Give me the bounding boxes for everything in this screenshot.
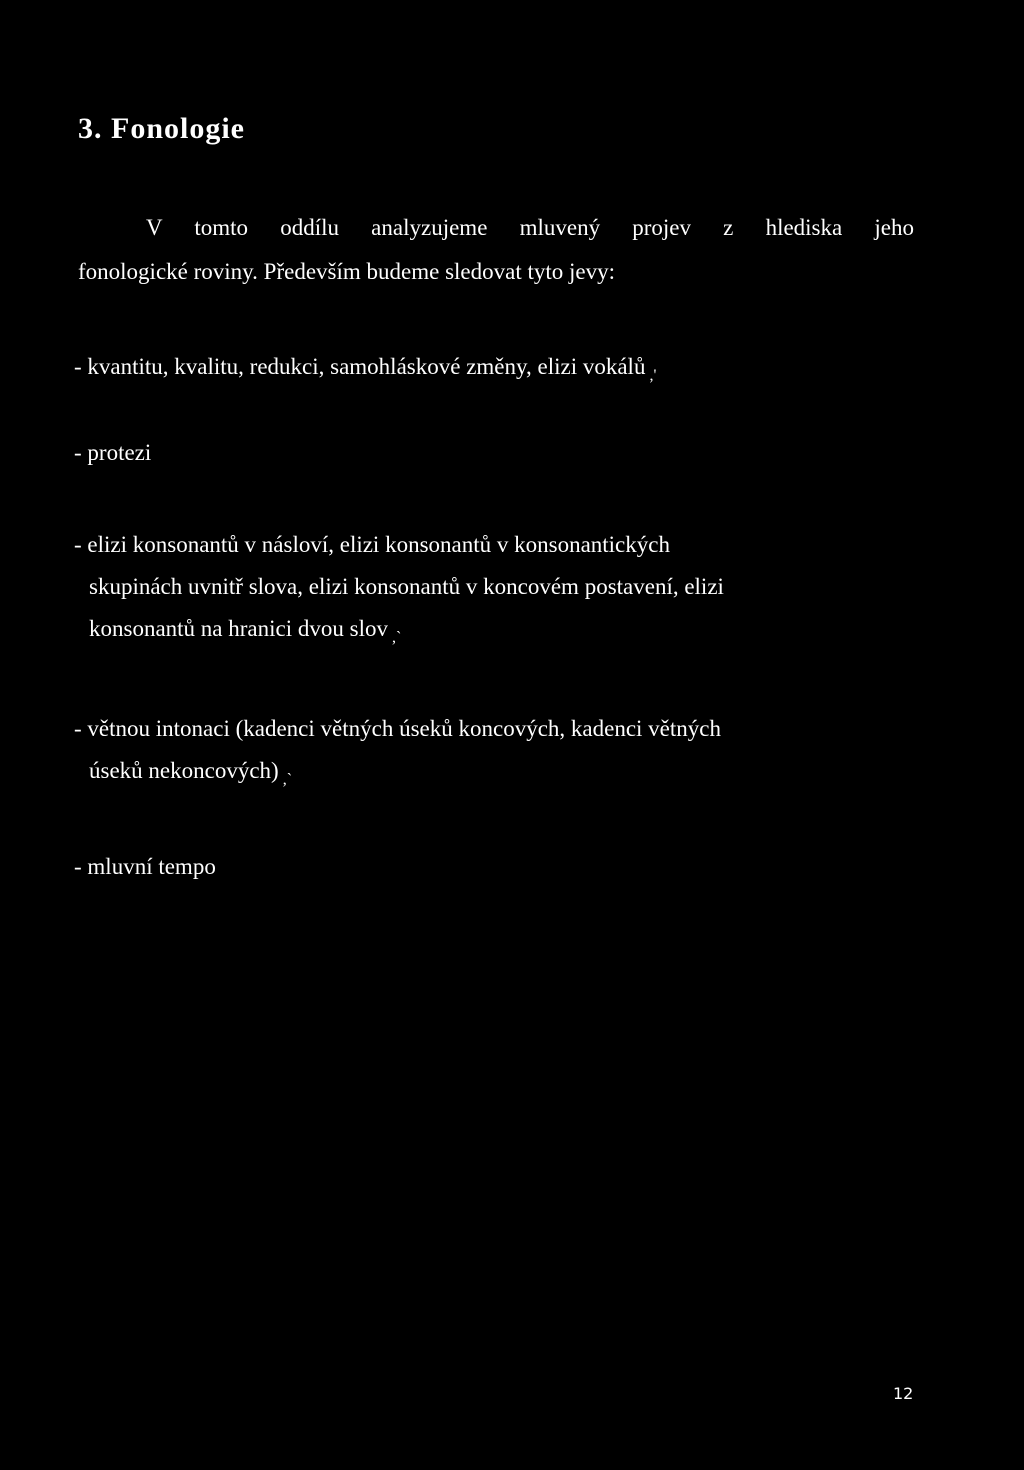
list-item-text: - protezi <box>74 440 152 465</box>
list-item-intonation <box>74 708 924 801</box>
list-item-mark: ,` <box>391 629 402 646</box>
list-item-text: - mluvní tempo <box>74 854 216 879</box>
list-item-text: - větnou intonaci (kadenci větných úseků koncových, kadenci větných <box>74 716 721 741</box>
intro-paragraph <box>78 206 914 294</box>
list-item-text-continued: konsonantů na hranici dvou slov $_{,`}$ <box>89 616 402 646</box>
intro-line-2: fonologické roviny. Především budeme sledovat tyto jevy: <box>78 259 615 284</box>
page-number: 12 <box>893 1384 914 1403</box>
intro-line-1: V tomto oddílu analyzujeme mluvený projev z hlediska jeho <box>146 215 914 240</box>
list-item-prothesis <box>74 432 924 474</box>
list-item-tempo <box>74 846 924 888</box>
list-item-vowels <box>74 346 924 397</box>
list-item-mark: ,` <box>282 771 293 788</box>
list-item-text-continued: skupinách uvnitř slova, elizi konsonantů v koncovém postavení, elizi <box>89 574 724 599</box>
list-item-text: - kvantitu, kvalitu, redukci, samohláskové změny, elizi vokálů <box>74 354 646 379</box>
list-item-text: - elizi konsonantů v násloví, elizi konsonantů v konsonantických <box>74 532 670 557</box>
section-heading: 3. Fonologie <box>78 112 245 145</box>
list-item-consonants <box>74 524 924 659</box>
list-item-mark: ,' <box>649 367 657 384</box>
list-item-text-continued: úseků nekoncových) $_{,`}$ <box>89 758 293 788</box>
